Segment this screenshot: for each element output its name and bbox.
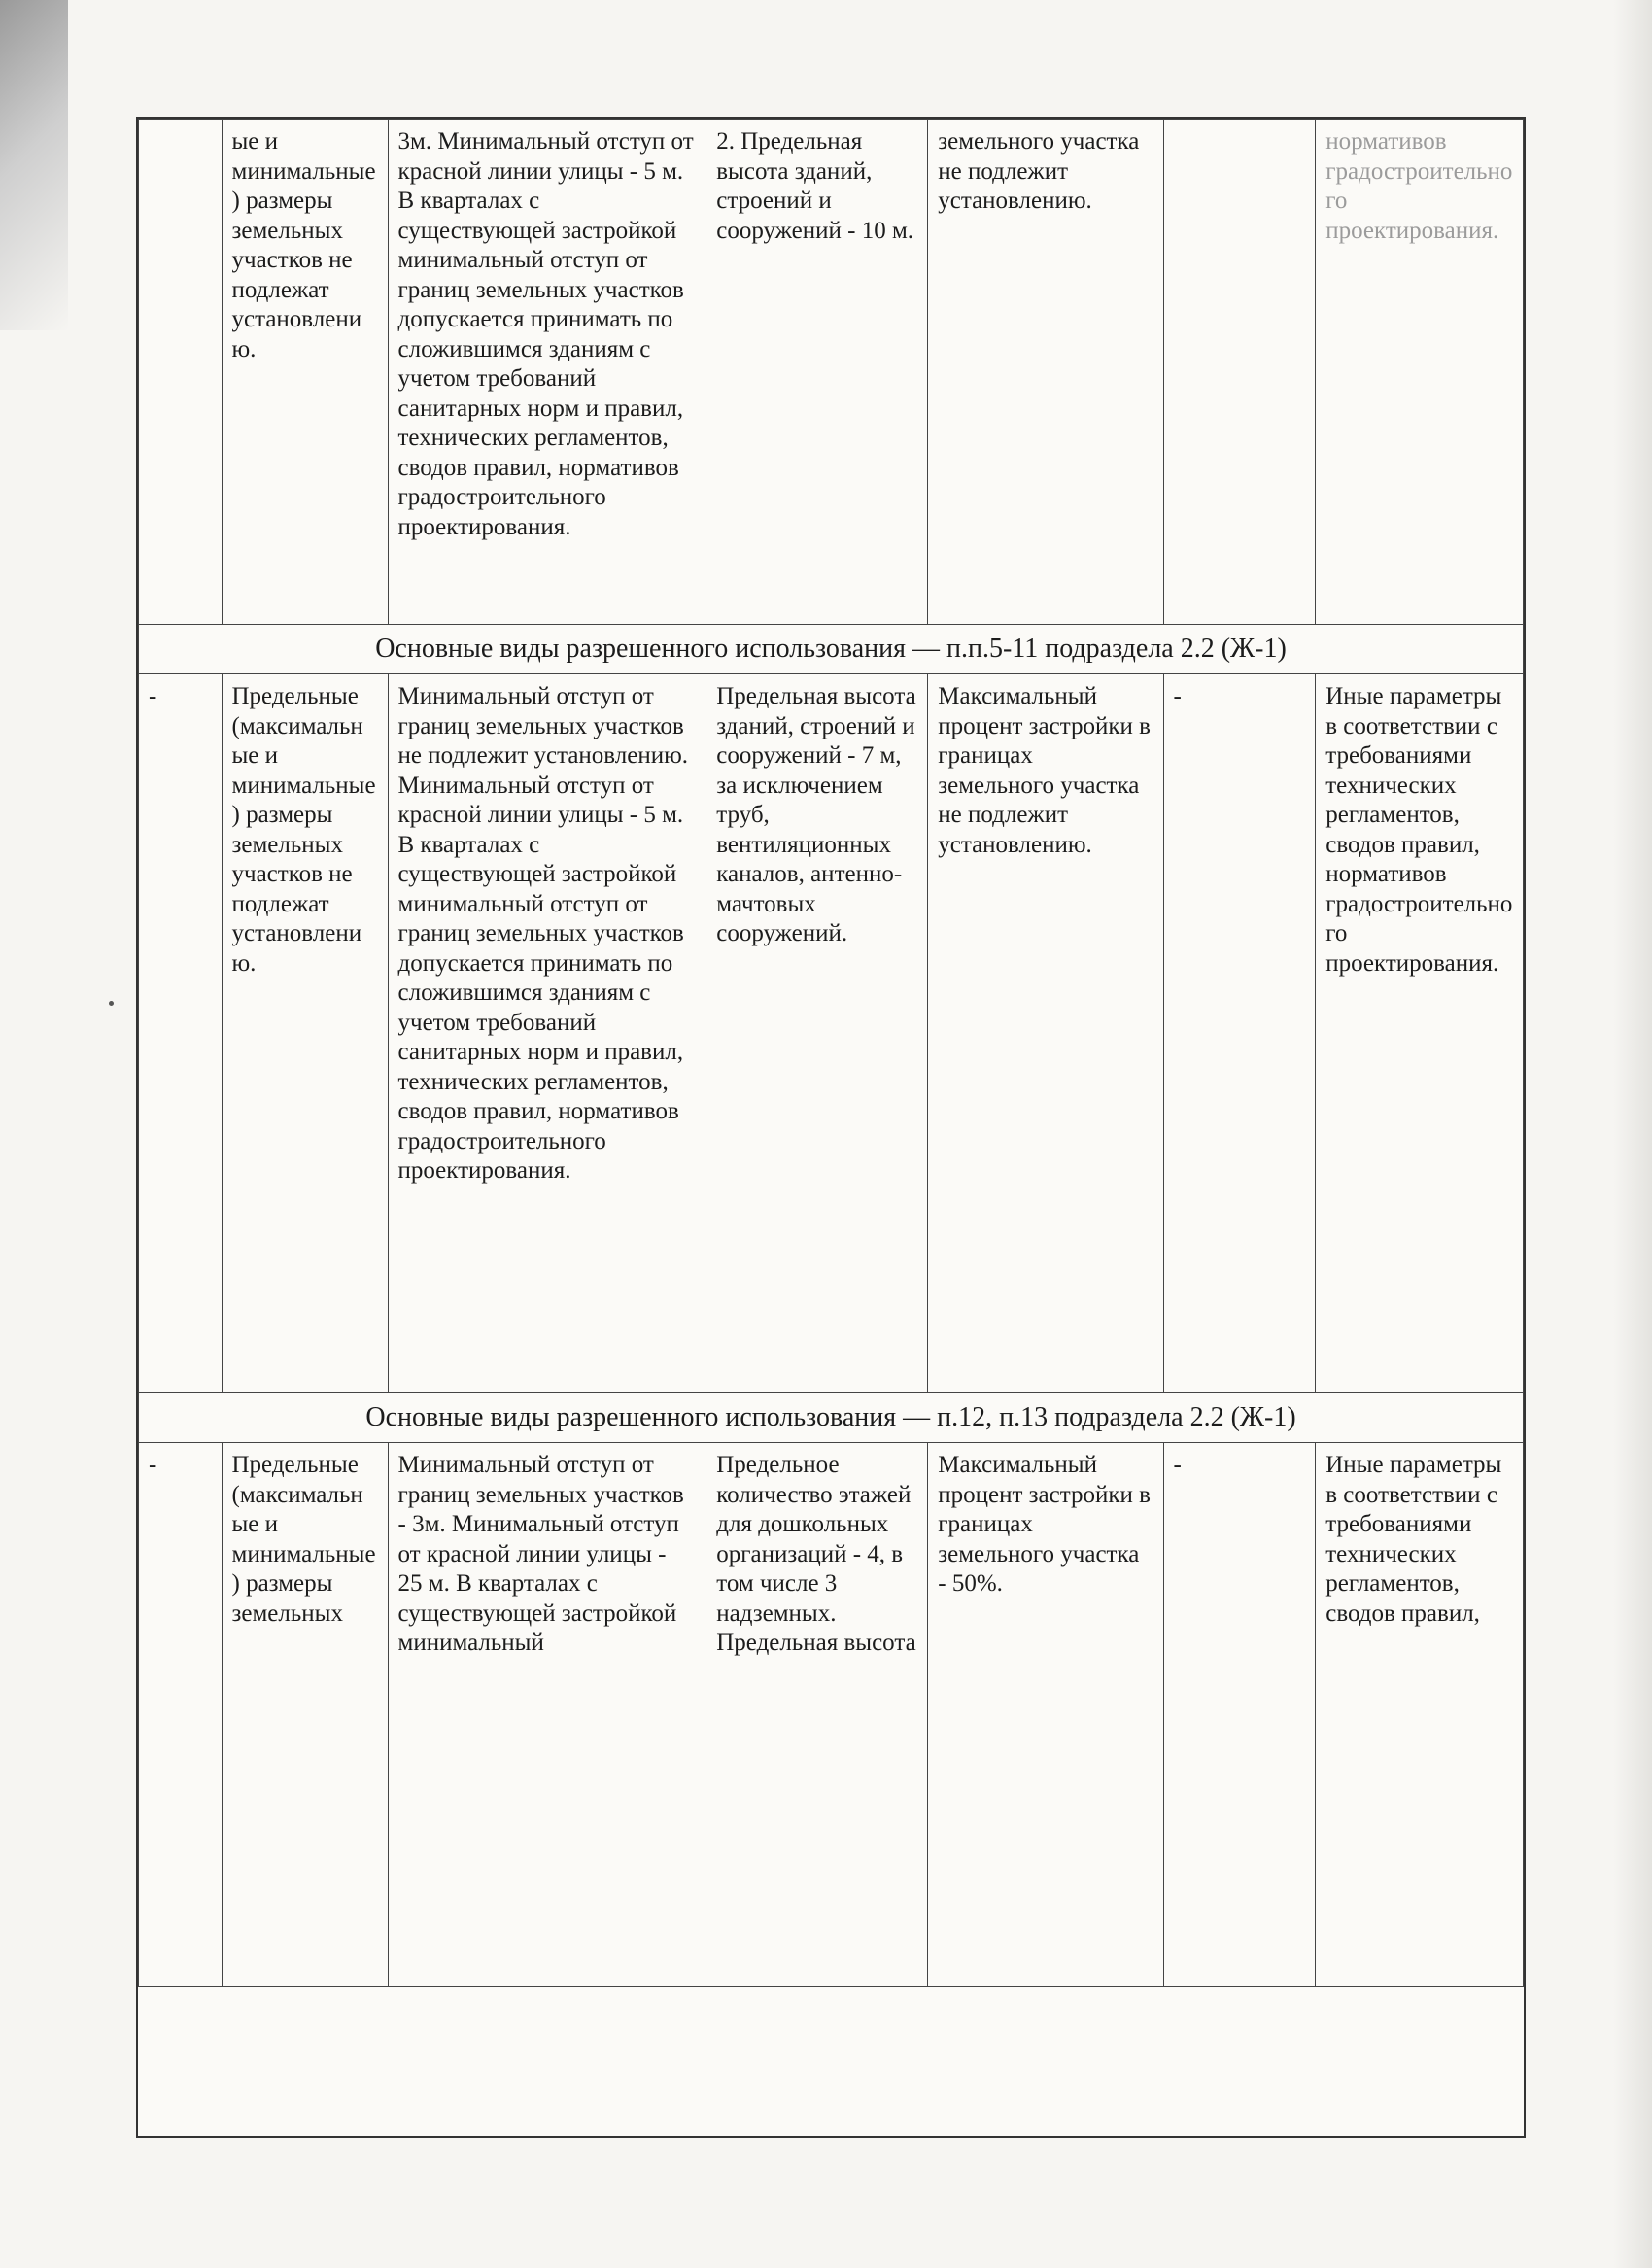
regulations-table-sheet — [136, 117, 1526, 2138]
scan-speck — [109, 1001, 114, 1006]
table-row — [139, 1443, 1524, 1987]
cell-other-params: нормативов градостроительного проектирования. — [1316, 120, 1524, 625]
page-edge-shadow — [1613, 0, 1652, 2268]
section-header-row — [139, 1393, 1524, 1443]
cell-coverage: Максимальный процент застройки в границах земельного участка не подлежит установлению. — [928, 674, 1163, 1393]
section-title: Основные виды разрешенного использования — п.12, п.13 подраздела 2.2 (Ж-1) — [139, 1393, 1524, 1443]
cell-height: Предельное количество этажей для дошкольных организаций - 4, в том числе 3 надземных. Предельная высота — [706, 1443, 928, 1987]
scan-edge-shadow — [0, 0, 68, 330]
cell-dash — [139, 120, 223, 625]
cell-other-restrictions: - — [1163, 1443, 1316, 1987]
cell-coverage: земельного участка не подлежит установлению. — [928, 120, 1163, 625]
cell-height: 2. Предельная высота зданий, строений и сооружений - 10 м. — [706, 120, 928, 625]
cell-plot-sizes: Предельные (максимальные и минимальные) размеры земельных участков не подлежат установлению. — [222, 674, 388, 1393]
cell-other-restrictions — [1163, 120, 1316, 625]
cell-dash: - — [139, 1443, 223, 1987]
cell-other-params: Иные параметры в соответствии с требованиями технических регламентов, сводов правил, — [1316, 1443, 1524, 1987]
table-row-continuation — [139, 120, 1524, 625]
cell-coverage: Максимальный процент застройки в границах земельного участка - 50%. — [928, 1443, 1163, 1987]
section-header-row — [139, 625, 1524, 674]
cell-setbacks: Минимальный отступ от границ земельных участков не подлежит установлению. Минимальный отступ от красной линии улицы - 5 м. В кварталах с существующей застройкой минимальный отступ от границ земельных участков допускается принимать по сложившимся зданиям с учетом требований санитарных норм и правил, технических регламентов, сводов правил, нормативов градостроительного проектирования. — [388, 674, 706, 1393]
regulations-table — [138, 119, 1524, 1987]
cell-setbacks: Минимальный отступ от границ земельных участков - 3м. Минимальный отступ от красной линии улицы - 25 м. В кварталах с существующей застройкой минимальный — [388, 1443, 706, 1987]
cell-dash: - — [139, 674, 223, 1393]
table-row — [139, 674, 1524, 1393]
cell-plot-sizes: Предельные (максимальные и минимальные) размеры земельных — [222, 1443, 388, 1987]
section-title: Основные виды разрешенного использования — п.п.5-11 подраздела 2.2 (Ж-1) — [139, 625, 1524, 674]
cell-setbacks: 3м. Минимальный отступ от красной линии улицы - 5 м. В кварталах с существующей застройкой минимальный отступ от границ земельных участков допускается принимать по сложившимся зданиям с учетом требований санитарных норм и правил, технических регламентов, сводов правил, нормативов градостроительного проектирования. — [388, 120, 706, 625]
cell-height: Предельная высота зданий, строений и сооружений - 7 м, за исключением труб, вентиляционных каналов, антенно-мачтовых сооружений. — [706, 674, 928, 1393]
cell-other-restrictions: - — [1163, 674, 1316, 1393]
cell-other-params: Иные параметры в соответствии с требованиями технических регламентов, сводов правил, нормативов градостроительного проектирования. — [1316, 674, 1524, 1393]
cell-plot-sizes: ые и минимальные) размеры земельных участков не подлежат установлению. — [222, 120, 388, 625]
